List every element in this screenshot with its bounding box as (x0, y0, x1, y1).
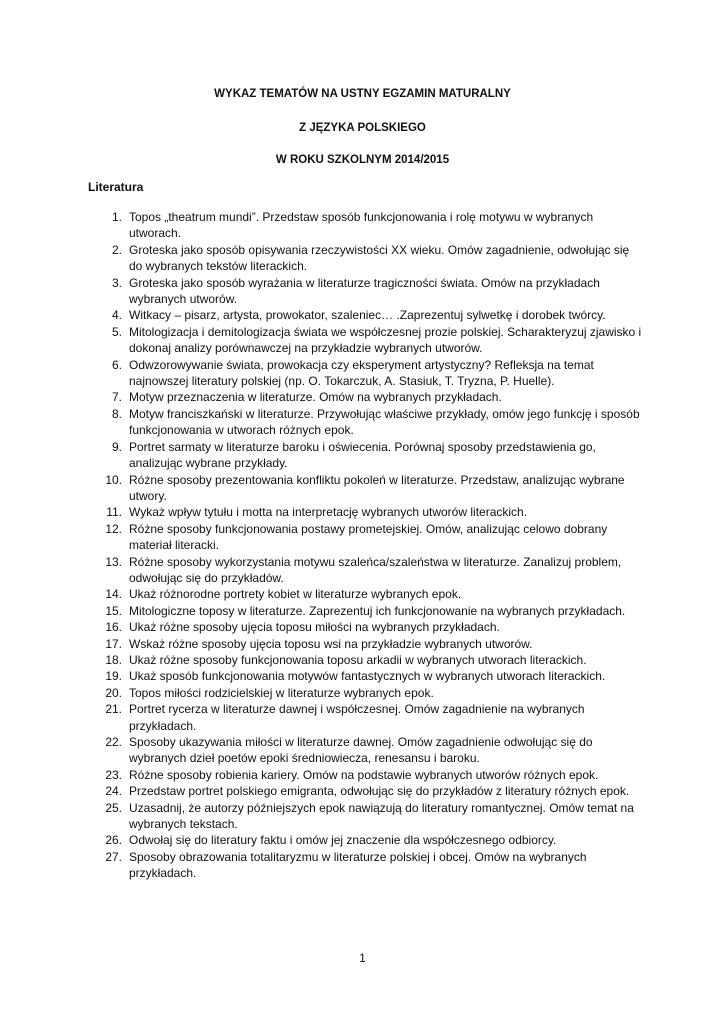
topic-item (88, 652, 644, 668)
topic-item (88, 242, 644, 275)
topic-number: 23. (105, 767, 122, 782)
topic-number: 1. (111, 210, 122, 224)
topic-text: Groteska jako sposób opisywania rzeczywistości XX wieku. Omów zagadnienie, odwołując się do wybranych tekstów literackich. (129, 242, 630, 274)
topic-number: 13. (105, 554, 122, 569)
topic-text: Różne sposoby robienia kariery. Omów na podstawie wybranych utworów różnych epok. (129, 767, 599, 782)
topic-number: 17. (105, 636, 122, 651)
topic-number: 27. (105, 849, 122, 864)
topic-number: 24. (105, 784, 122, 799)
topic-text: Portret sarmaty w literaturze baroku i oświecenia. Porównaj sposoby przedstawienia go, analizując wybrane przykłady. (129, 439, 596, 471)
topic-item (88, 521, 644, 554)
topic-text: Portret rycerza w literaturze dawnej i współczesnej. Omów zagadnienie na wybranych przykładach. (129, 702, 585, 733)
topic-number: 14. (105, 587, 122, 602)
topic-text: Ukaż różne sposoby funkcjonowania toposu arkadii w wybranych utworach literackich. (129, 652, 587, 667)
topic-item (88, 357, 644, 390)
topic-number: 7. (111, 390, 122, 405)
topic-item (88, 800, 644, 833)
topic-text: Motyw przeznaczenia w literaturze. Omów na wybranych przykładach. (129, 390, 502, 405)
topic-text: Różne sposoby prezentowania konfliktu pokoleń w literaturze. Przedstaw, analizując wybrane utwory. (129, 472, 625, 503)
topic-text: Topos „theatrum mundi”. Przedstaw sposób funkcjonowania i rolę motywu w wybranych utworach. (129, 210, 594, 241)
topic-text: Sposoby ukazywania miłości w literaturze dawnej. Omów zagadnienie odwołując się do wybranych dzieł poetów epoki średniowiecza, renesansu i baroku. (129, 735, 593, 766)
topic-number: 16. (105, 620, 122, 635)
topic-item (88, 668, 644, 684)
topic-item (88, 701, 644, 734)
topic-item (88, 849, 644, 882)
page-number: 1 (359, 951, 366, 965)
topic-number: 5. (111, 324, 122, 339)
topic-number: 6. (111, 357, 122, 372)
topic-item (88, 389, 644, 405)
topics-list (88, 209, 644, 882)
topic-text: Motyw franciszkański w literaturze. Przywołując właściwe przykłady, omów jego funkcję i sposób funkcjonowania w utworach różnych epok. (129, 406, 640, 438)
topic-item (88, 603, 644, 619)
topic-text: Odwołaj się do literatury faktu i omów jej znaczenie dla współczesnego odbiorcy. (129, 833, 557, 848)
topic-text: Uzasadnij, że autorzy późniejszych epok nawiązują do literatury romantycznej. Omów temat na wybranych tekstach. (129, 800, 634, 832)
topic-number: 26. (105, 833, 122, 848)
topic-number: 21. (105, 702, 122, 717)
topic-number: 25. (105, 800, 122, 815)
document-school-year: W ROKU SZKOLNYM 2014/2015 (275, 154, 450, 166)
topic-item (88, 832, 644, 848)
topic-item (88, 439, 644, 472)
topic-number: 22. (105, 735, 122, 749)
topic-text: Ukaż różne sposoby ujęcia toposu miłości na wybranych przykładach. (129, 620, 500, 635)
topic-item (88, 307, 644, 323)
topic-text: Mitologizacja i demitologizacja świata we współczesnej prozie polskiej. Scharakteryzuj zjawisko i dokonaj analizy porównawczej na przykładzie wybranych utworów. (129, 324, 642, 356)
topic-text: Groteska jako sposób wyrażania w literaturze tragiczności świata. Omów na przykładach wybranych utworów. (129, 275, 600, 307)
topic-item (88, 619, 644, 635)
topic-text: Przedstaw portret polskiego emigranta, odwołując się do przykładów z literatury różnych epok. (129, 784, 630, 799)
topic-item (88, 504, 644, 520)
topic-item (88, 324, 644, 357)
topic-number: 3. (111, 275, 122, 290)
topic-text: Topos miłości rodzicielskiej w literaturze wybranych epok. (129, 685, 434, 700)
topic-text: Różne sposoby funkcjonowania postawy prometejskiej. Omów, analizując celowo dobrany materiał literacki. (129, 521, 608, 553)
topic-item (88, 209, 644, 242)
topic-text: Witkacy – pisarz, artysta, prowokator, szaleniec… .Zaprezentuj sylwetkę i dorobek twórcy. (129, 308, 606, 323)
section-title: Literatura (88, 180, 144, 194)
topic-text: Mitologiczne toposy w literaturze. Zaprezentuj ich funkcjonowanie na wybranych przykładach. (129, 603, 626, 618)
document-title: WYKAZ TEMATÓW NA USTNY EGZAMIN MATURALNY (214, 88, 511, 100)
topic-number: 19. (105, 669, 122, 684)
topic-item (88, 554, 644, 587)
topic-item (88, 636, 644, 652)
topic-number: 20. (105, 685, 122, 700)
topic-number: 12. (105, 521, 122, 536)
topic-number: 9. (111, 439, 122, 454)
topic-text: Odwzorowywanie świata, prowokacja czy eksperyment artystyczny? Refleksja na temat najnowszej literatury polskiej (np. O. Tokarczuk, A. Stasiuk, T. Tryzna, P. Huelle). (129, 357, 594, 389)
topic-text: Ukaż sposób funkcjonowania motywów fantastycznych w wybranych utworach literackich. (129, 669, 606, 684)
topic-item (88, 275, 644, 308)
topic-text: Ukaż różnorodne portrety kobiet w literaturze wybranych epok. (129, 587, 462, 602)
topic-number: 10. (105, 472, 122, 487)
topic-text: Wskaż różne sposoby ujęcia toposu wsi na przykładzie wybranych utworów. (129, 636, 533, 651)
topic-item (88, 783, 644, 799)
topic-number: 2. (111, 242, 122, 257)
topic-item (88, 472, 644, 505)
topic-text: Wykaż wpływ tytułu i motta na interpretację wybranych utworów literackich. (129, 505, 528, 520)
document-subject: Z JĘZYKA POLSKIEGO (299, 122, 426, 134)
topic-number: 11. (106, 505, 122, 520)
topic-number: 8. (111, 406, 122, 421)
topic-item (88, 685, 644, 701)
topic-item (88, 767, 644, 783)
topic-text: Różne sposoby wykorzystania motywu szaleńca/szaleństwa w literaturze. Zanalizuj problem, odwołując się do przykładów. (129, 554, 622, 585)
topic-item (88, 734, 644, 767)
topic-number: 4. (111, 308, 122, 323)
topic-text: Sposoby obrazowania totalitaryzmu w literaturze polskiej i obcej. Omów na wybranych przykładach. (129, 849, 587, 881)
topic-number: 15. (105, 603, 122, 618)
topic-item (88, 586, 644, 602)
topic-number: 18. (105, 652, 122, 667)
topic-item (88, 406, 644, 439)
